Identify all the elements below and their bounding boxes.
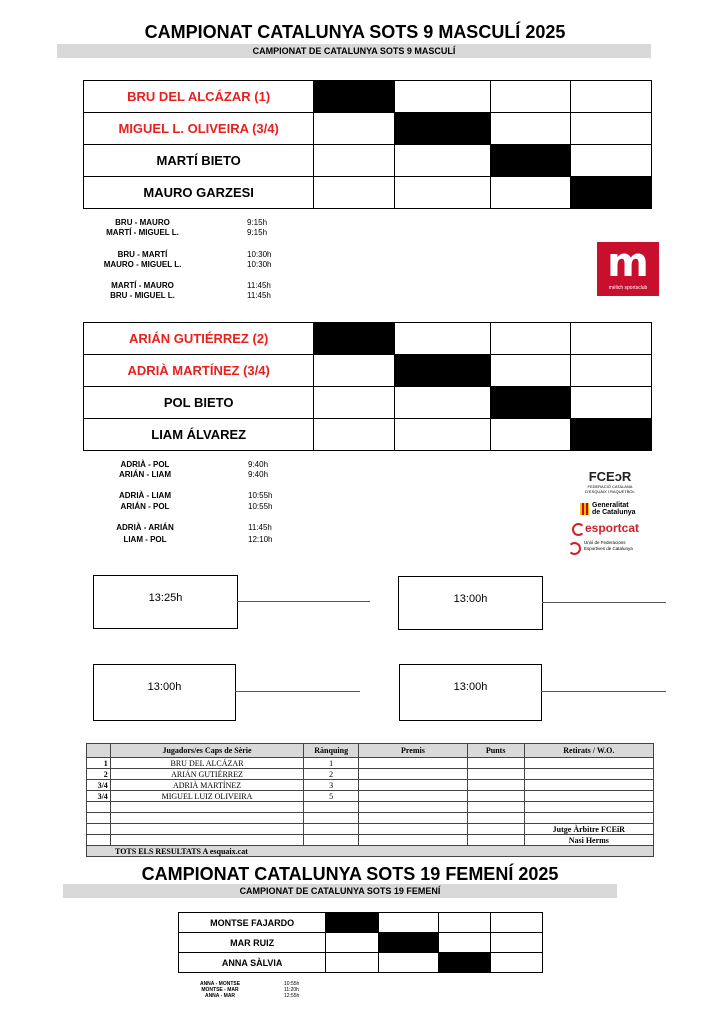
section2-grid [178,912,543,973]
group1-schedule [95,218,295,308]
group2-match-1: ADRIÀ - POL [120,460,170,469]
table-row [87,824,654,835]
table-row [87,758,654,769]
page-subtitle: CAMPIONAT DE CATALUNYA SOTS 9 MASCULÍ [57,44,651,58]
fcer-logo [580,470,640,494]
page-title: CAMPIONAT CATALUNYA SOTS 9 MASCULÍ 2025 [144,22,566,42]
bracket-line-2 [542,602,666,603]
group1-time-2: 9:15h [247,228,268,237]
group1-match-2: MARTÍ - MIGUEL L. [106,228,179,237]
bracket-time-2: 13:00h [453,593,488,605]
group1-match-3: BRU - MARTÍ [117,250,168,259]
ufec-logo-line1: Unió de Federacions [584,540,626,545]
group1-player-2: MIGUEL L. OLIVEIRA (3/4) [84,113,314,145]
group2-time-5: 11:45h [248,523,272,532]
ranking-seed: 3/4 [87,791,111,802]
table-row [87,769,654,780]
group2-match-4: ARIÁN - POL [120,502,170,511]
esportcat-logo-text: esportcat [585,521,640,535]
group2-time-4: 10:55h [248,502,273,511]
melich-sportsclub-logo [597,242,659,296]
bracket-box-2 [398,576,543,630]
seeds-ranking-table [86,743,654,857]
ranking-value: 3 [304,780,359,791]
group2-player-3: POL BIETO [84,387,314,419]
group2-player-4: LIAM ÁLVAREZ [84,419,314,451]
table-row [87,835,654,846]
section2-match-3: ANNA - MAR [204,993,236,999]
section2-schedule [190,981,330,1005]
referee-name: Nasi Herms [524,835,653,846]
section2-player-1: MONTSE FAJARDO [179,913,326,933]
group1-player-4: MAURO GARZESI [84,177,314,209]
group2-grid [83,322,652,451]
group1-player-3: MARTÍ BIETO [84,145,314,177]
group2-time-6: 12:10h [248,535,273,544]
group1-match-5: MARTÍ - MAURO [111,281,174,290]
esportcat-logo [572,521,656,537]
bracket-box-3 [93,664,236,721]
ranking-value: 1 [304,758,359,769]
section2-match-2: MONTSE - MAR [201,987,239,993]
group1-match-6: BRU - MIGUEL L. [110,291,175,300]
table-row [87,791,654,802]
ranking-player: MIGUEL LUIZ OLIVEIRA [110,791,303,802]
generalitat-logo-line2: de Catalunya [592,509,636,516]
federation-logos [566,470,656,558]
melich-logo-caption: mèlich sportsclub [608,285,648,291]
bracket-box-4 [399,664,542,721]
group2-time-2: 9:40h [248,470,269,479]
bracket-line-4 [541,691,666,692]
ranking-player: ADRIÀ MARTÍNEZ [110,780,303,791]
group1-grid [83,80,652,209]
bracket-line-3 [235,691,360,692]
section2-player-2: MAR RUIZ [179,933,326,953]
fcer-logo-sub1: FEDERACIÓ CATALANA [587,484,633,489]
results-footer: TOTS ELS RESULTATS A esquaix.cat [87,846,654,857]
group2-schedule [100,460,300,550]
group1-time-4: 10:30h [247,260,272,269]
group1-time-1: 9:15h [247,218,268,227]
ranking-header-players: Jugadors/es Caps de Sèrie [110,744,303,758]
bracket-line-1 [237,601,370,602]
ranking-header-ranking: Rànquing [304,744,359,758]
ranking-seed: 1 [87,758,111,769]
table-row [87,813,654,824]
table-row [87,780,654,791]
ranking-player: ARIÁN GUTIÉRREZ [110,769,303,780]
referee-label: Jutge Àrbitre FCEiR [524,824,653,835]
ranking-value: 2 [304,769,359,780]
ufec-swirl-icon [568,542,581,555]
group2-player-1: ARIÁN GUTIÉRREZ (2) [84,323,314,355]
section2-time-3: 12:55h [284,993,300,999]
bracket-time-4: 13:00h [453,681,488,693]
group2-match-2: ARIÁN - LIAM [119,470,171,479]
fcer-logo-name: FCEↄR [588,469,632,484]
group2-match-3: ADRIÀ - LIAM [119,491,171,500]
group1-match-1: BRU - MAURO [115,218,170,227]
ranking-seed: 2 [87,769,111,780]
group2-time-3: 10:55h [248,491,273,500]
group2-time-1: 9:40h [248,460,269,469]
table-row [87,802,654,813]
ranking-value: 5 [304,791,359,802]
generalitat-flag-icon [580,503,589,515]
group1-time-3: 10:30h [247,250,272,259]
group1-time-5: 11:45h [247,281,271,290]
section2-subtitle: CAMPIONAT DE CATALUNYA SOTS 19 FEMENÍ [63,884,617,898]
section2-time-2: 11:20h [284,987,299,993]
group1-time-6: 11:45h [247,291,271,300]
group1-match-4: MAURO - MIGUEL L. [103,260,182,269]
section2-player-3: ANNA SÀLVIA [179,953,326,973]
bracket-time-1: 13:25h [148,592,183,604]
fcer-logo-sub2: D'ESQUAIX I RAQUETBOL [585,489,635,494]
section2-title: CAMPIONAT CATALUNYA SOTS 19 FEMENÍ 2025 [141,864,559,884]
group2-match-6: LIAM - POL [123,535,167,544]
generalitat-logo [580,502,650,518]
group2-player-2: ADRIÀ MARTÍNEZ (3/4) [84,355,314,387]
ranking-header-points: Punts [467,744,524,758]
melich-logo-letter: m [607,240,649,286]
generalitat-logo-line1: Generalitat [592,502,629,509]
bracket-box-1 [93,575,238,629]
esportcat-swoosh-icon [572,523,585,536]
ranking-player: BRU DEL ALCÁZAR [110,758,303,769]
ranking-header-withdrawals: Retirats / W.O. [524,744,653,758]
ranking-seed: 3/4 [87,780,111,791]
ufec-logo [568,540,656,556]
section2-match-1: ANNA - MONTSE [199,981,241,987]
bracket-time-3: 13:00h [147,681,182,693]
group2-match-5: ADRIÀ - ARIÁN [116,523,174,532]
ufec-logo-line2: Esportives de Catalunya [584,546,633,551]
ranking-header-prizes: Premis [359,744,468,758]
group1-player-1: BRU DEL ALCÁZAR (1) [84,81,314,113]
section2-time-1: 10:55h [284,981,300,987]
